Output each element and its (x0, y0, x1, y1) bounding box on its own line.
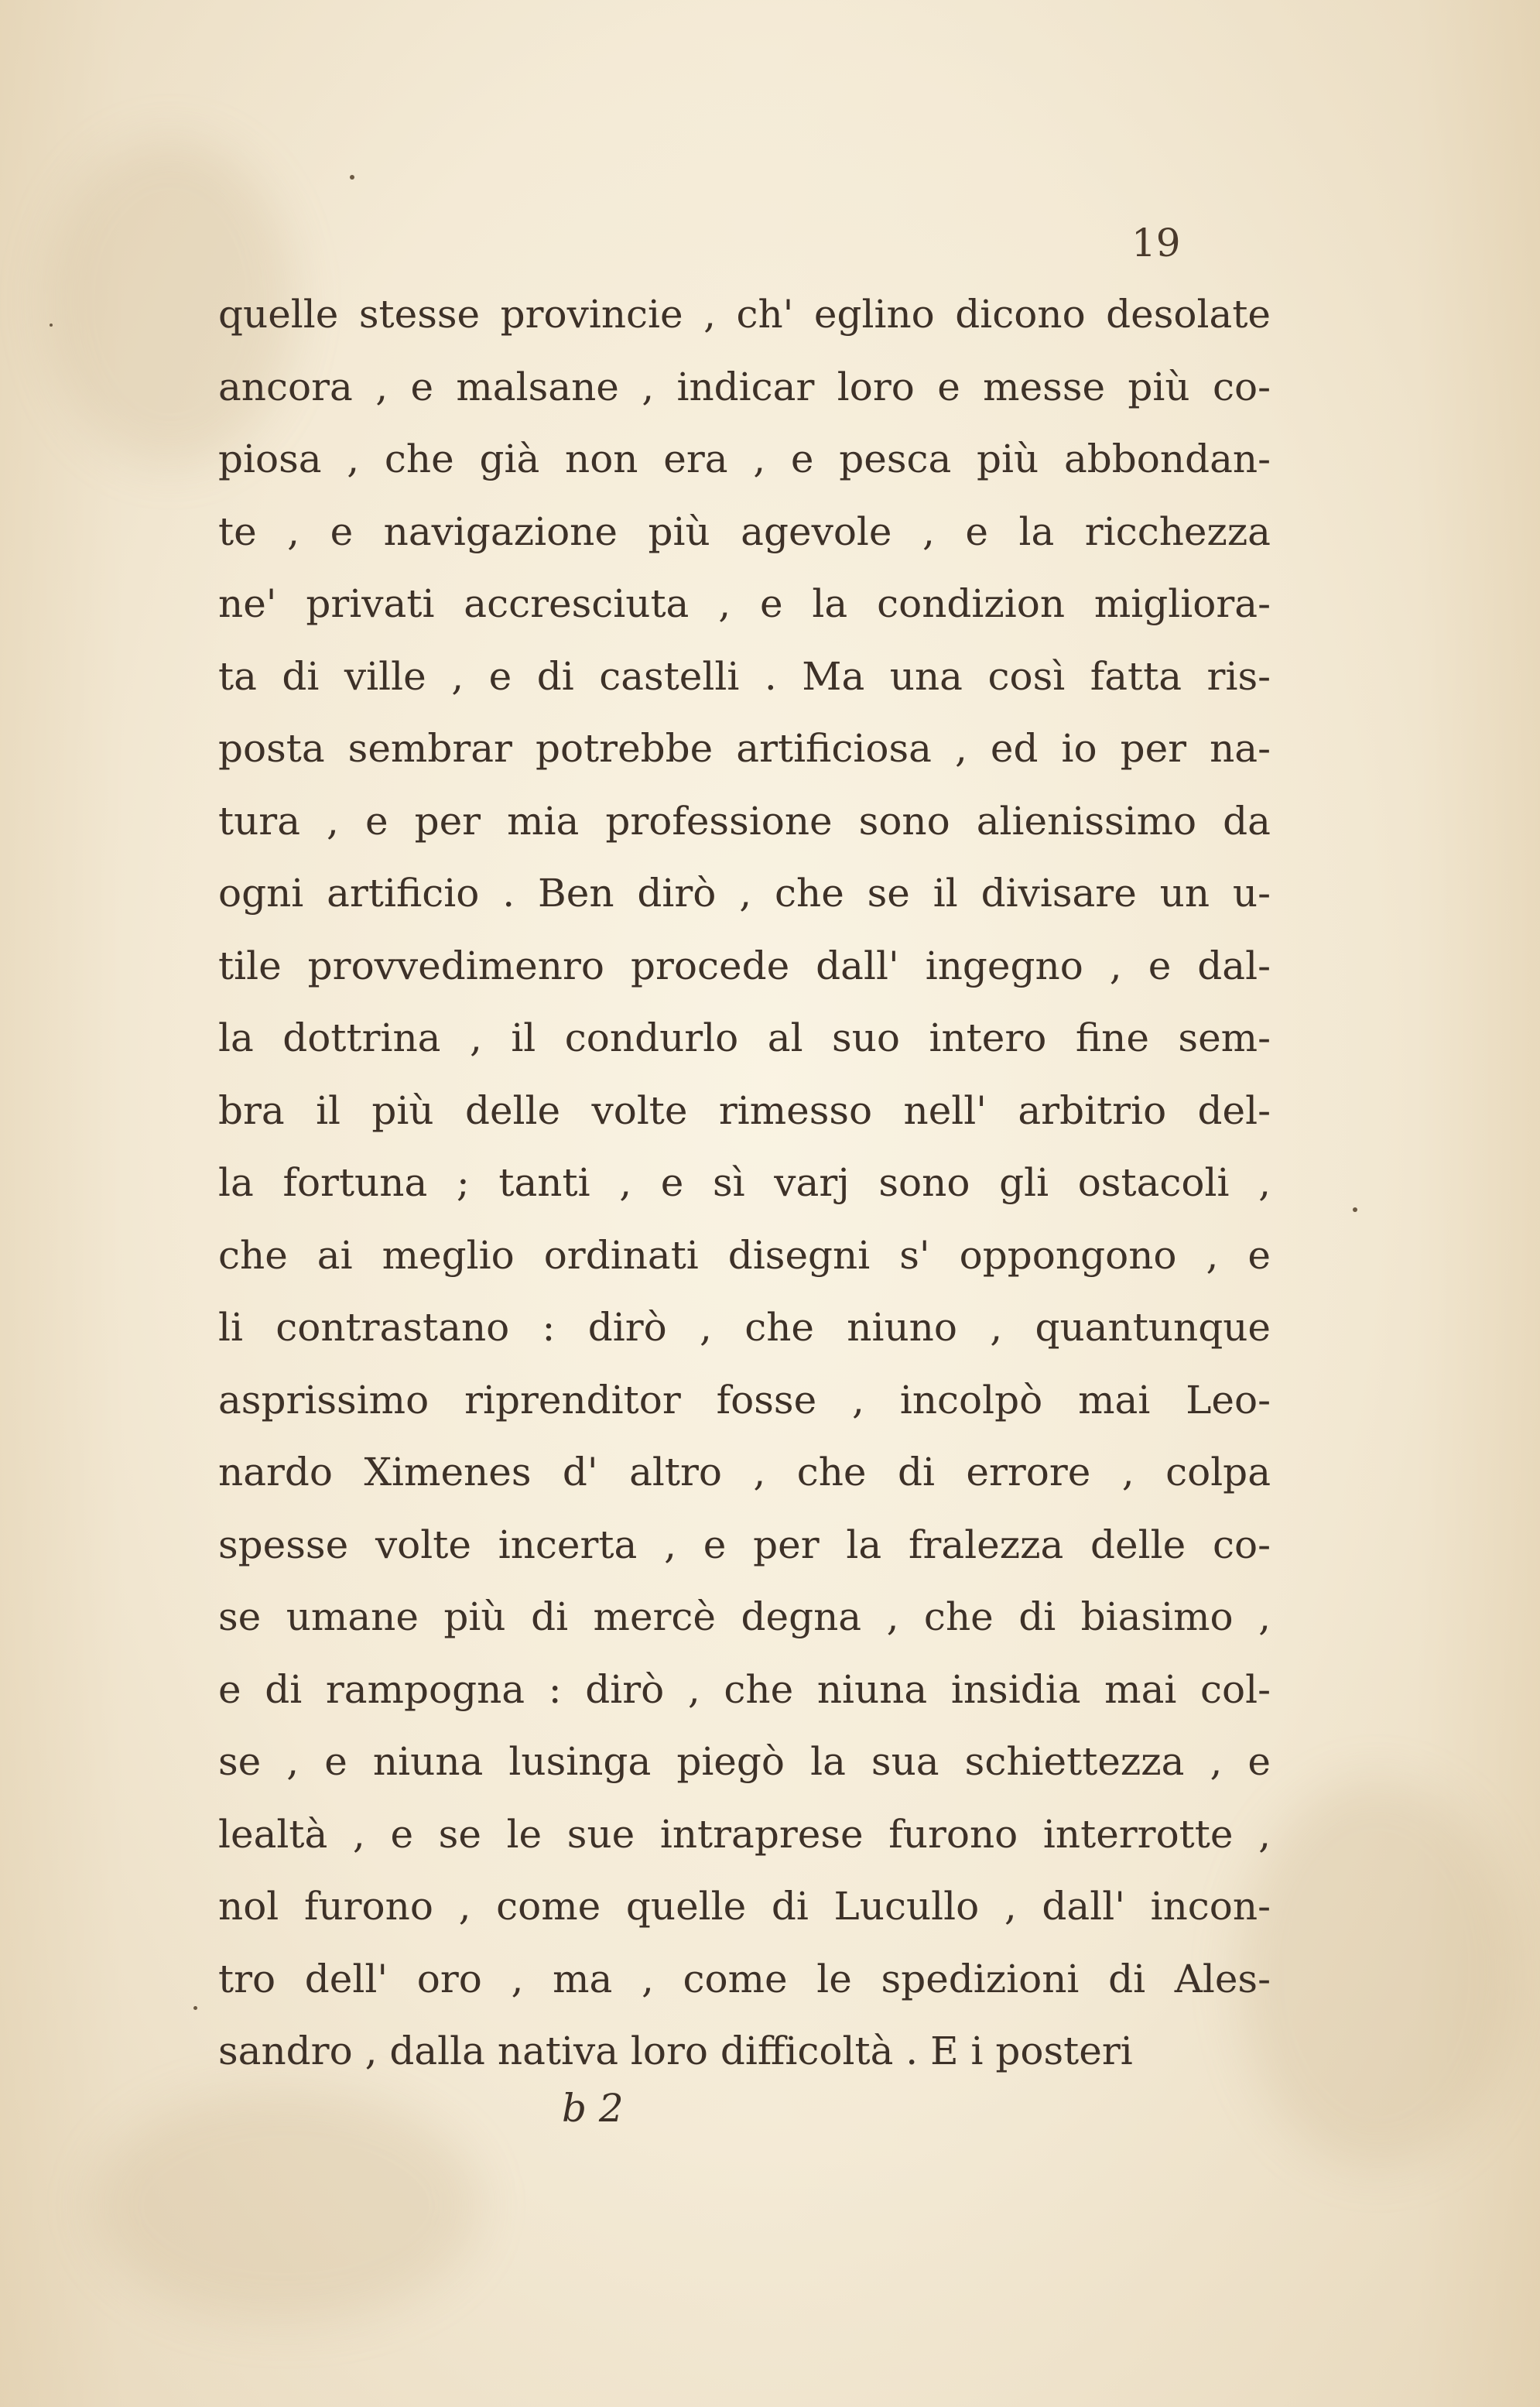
text-line: spesse volte incerta , e per la fralezza delle co- (218, 1522, 1271, 1567)
text-line: la fortuna ; tanti , e sì varj sono gli ostacoli , (218, 1160, 1271, 1205)
ink-speck (350, 175, 354, 180)
printer-signature: b 2 (562, 2086, 624, 2131)
text-line: e di rampogna : dirò , che niuna insidia mai col- (218, 1666, 1271, 1712)
text-line: li contrastano : dirò , che niuno , quantunque (218, 1305, 1271, 1350)
page-number: 19 (1131, 221, 1181, 265)
text-line: posta sembrar potrebbe artificiosa , ed io per na- (218, 726, 1271, 771)
text-line: tura , e per mia professione sono alienissimo da (218, 798, 1271, 844)
text-line: piosa , che già non era , e pesca più abbondan- (218, 437, 1271, 481)
text-line: ne' privati accresciuta , e la condizion migliora- (218, 581, 1271, 626)
paper-stain (93, 2090, 480, 2322)
text-line: quelle stesse provincie , ch' eglino dicono desolate (218, 292, 1271, 337)
text-line: lealtà , e se le sue intraprese furono interrotte , (218, 1811, 1271, 1857)
text-line: nardo Ximenes d' altro , che di errore , colpa (218, 1450, 1271, 1495)
text-line: se umane più di mercè degna , che di biasimo , (218, 1594, 1271, 1639)
text-line: ta di ville , e di castelli . Ma una così fatta ris- (218, 653, 1271, 699)
ink-speck (50, 324, 53, 327)
ink-speck (1353, 1207, 1357, 1212)
text-line: sandro , dalla nativa loro difficoltà . E i posteri (218, 2029, 1133, 2073)
text-line: se , e niuna lusinga piegò la sua schiettezza , e (218, 1739, 1271, 1784)
body-text (218, 279, 1271, 2088)
text-line: bra il più delle volte rimesso nell' arbitrio del- (218, 1087, 1271, 1133)
ink-speck (193, 2006, 197, 2010)
text-line: che ai meglio ordinati disegni s' oppongono , e (218, 1232, 1271, 1278)
text-line: te , e navigazione più agevole , e la ricchezza (218, 508, 1271, 554)
text-line: nol furono , come quelle di Lucullo , dall' incon- (218, 1884, 1271, 1929)
text-line: tile provvedimenro procede dall' ingegno , e dal- (218, 943, 1271, 988)
text-line: tro dell' oro , ma , come le spedizioni di Ales- (218, 1956, 1271, 2001)
text-line: ogni artificio . Ben dirò , che se il divisare un u- (218, 871, 1271, 916)
paper-stain (1238, 1780, 1517, 2167)
text-line: ancora , e malsane , indicar loro e messe più co- (218, 364, 1271, 409)
text-line: asprissimo riprenditor fosse , incolpò mai Leo- (218, 1377, 1271, 1423)
text-line: la dottrina , il condurlo al suo intero fine sem- (218, 1015, 1271, 1060)
